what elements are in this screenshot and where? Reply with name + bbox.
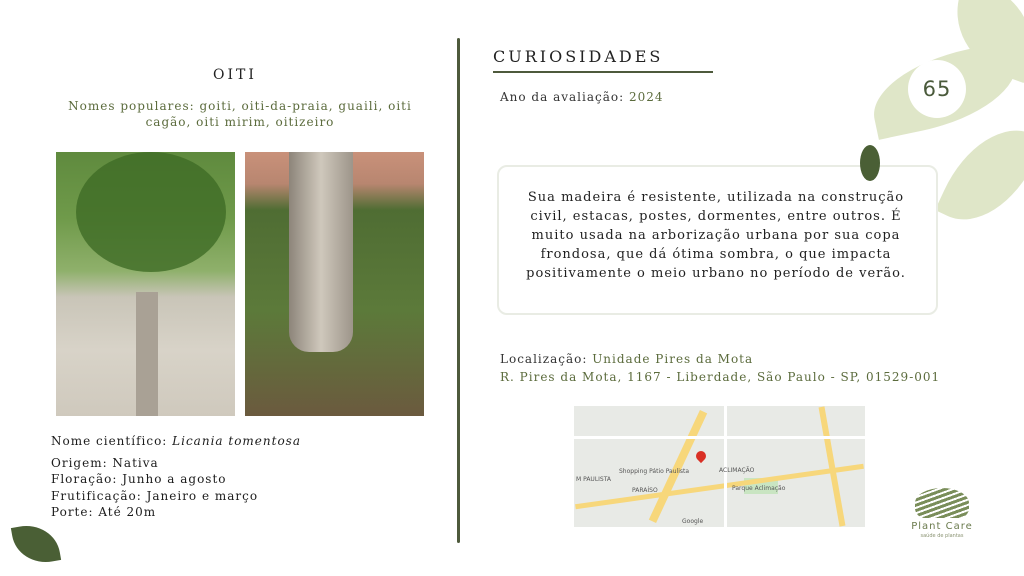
origin-row: Origem: Nativa [51, 455, 159, 470]
map-label: ACLIMAÇÃO [719, 467, 755, 474]
scientific-name-row [51, 433, 301, 450]
year-label: Ano da avaliação: [500, 90, 629, 104]
curiosity-text: Sua madeira é resistente, utilizada na construção civil, estacas, postes, dormentes, entre outros. É muito usada na arborização urbana por sua copa frondosa, que dá ótima sombra, o que impacta positivamente o meio urbano no período de verão. [526, 190, 906, 281]
tree-trunk-photo [245, 152, 424, 416]
evaluation-year [500, 90, 664, 104]
location-block [500, 351, 940, 386]
map-label: Parque Aclimação [732, 485, 786, 492]
size-row: Porte: Até 20m [51, 505, 157, 519]
map-label: M PAULISTA [576, 476, 612, 483]
map-label: Shopping Pátio Paulista [619, 468, 690, 475]
curiosities-heading: CURIOSIDADES [493, 47, 664, 66]
scientific-name-label: Nome científico: [51, 434, 173, 448]
year-value: 2024 [628, 90, 664, 104]
heading-underline [493, 71, 713, 73]
leaf-icon [11, 520, 61, 567]
map-label: PARAÍSO [632, 487, 658, 494]
scientific-name: Licania tomentosa [172, 434, 301, 448]
popular-names: Nomes populares: goiti, oiti-da-praia, guaili, oiti cagão, oiti mirim, oitizeiro [68, 99, 412, 129]
trunk-shape [289, 152, 353, 352]
leaf-icon [860, 145, 880, 181]
location-unit: Unidade Pires da Mota [592, 352, 754, 366]
location-row [500, 351, 940, 369]
map-pin-icon[interactable] [694, 449, 708, 463]
plant-details [51, 433, 301, 521]
tree-canopy-photo [56, 152, 235, 416]
flowering-row: Floração: Junho a agosto [51, 472, 227, 486]
logo-name: Plant Care [911, 521, 973, 532]
page-number-badge: 65 [908, 60, 966, 118]
column-divider [457, 38, 460, 543]
map-label: Google [682, 518, 704, 525]
fruiting-row: Frutificação: Janeiro e março [51, 488, 259, 503]
location-label: Localização: [500, 352, 593, 366]
location-map[interactable] [574, 406, 865, 527]
pole-shape [136, 292, 158, 416]
plant-title: OITI [213, 67, 257, 83]
plant-care-logo [915, 488, 969, 518]
location-address: R. Pires da Mota, 1167 - Liberdade, São Paulo - SP, 01529-001 [500, 369, 941, 384]
map-road [649, 410, 707, 523]
canopy-shape [76, 152, 226, 272]
decorative-leaf-lower [935, 110, 1024, 239]
map-street [574, 436, 865, 439]
logo-tagline: saúde de plantas [920, 533, 964, 539]
